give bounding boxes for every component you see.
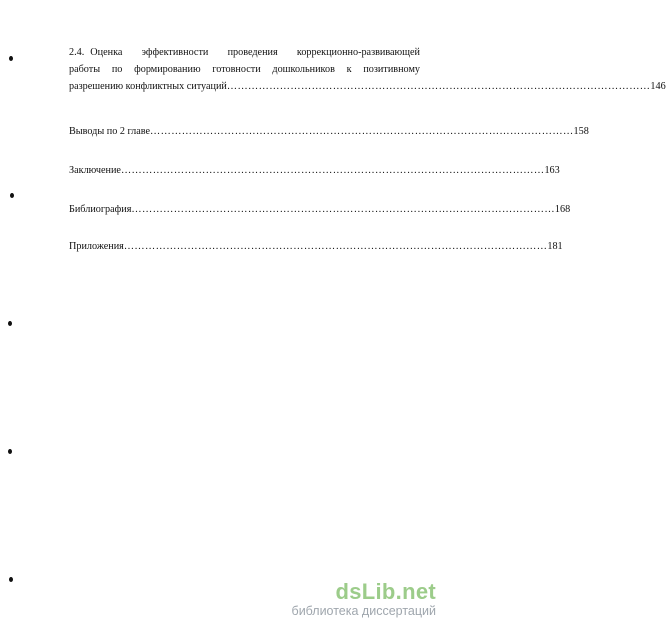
dslib-watermark (292, 580, 436, 619)
dot-leader: ………………………………………………………………………………………………………… (123, 241, 548, 252)
dot-leader: ………………………………………………………………………………………………………… (150, 126, 574, 137)
page-number: 146 (650, 81, 666, 92)
toc-entry-title: Заключение (69, 165, 121, 176)
toc-entry-2-4-line1 (69, 44, 420, 61)
toc-entry-2-4 (69, 44, 666, 95)
watermark-logo-part1: dsLib (335, 579, 396, 604)
page-number: 168 (554, 204, 571, 215)
toc-entry-bibliography (69, 201, 571, 218)
margin-mark (10, 193, 14, 198)
toc-entry-bibliography-line (69, 201, 571, 218)
margin-mark (8, 449, 12, 454)
page-number: 158 (573, 126, 589, 137)
dot-leader: ………………………………………………………………………………………………………… (226, 81, 651, 92)
watermark-subtitle: библиотека диссертаций (291, 604, 436, 618)
margin-mark (9, 56, 13, 61)
watermark-logo-part2: net (402, 579, 436, 604)
toc-entry-2-4-text-line3: разрешению конфликтных ситуаций (69, 81, 227, 92)
toc-entry-2-4-text-line1: Оценка эффективности проведения коррекционно-развивающей (90, 47, 420, 58)
toc-entry-title: Выводы по 2 главе (69, 126, 151, 137)
toc-entry-title: Приложения (69, 241, 124, 252)
margin-mark (8, 321, 12, 326)
margin-mark (9, 577, 13, 582)
page-number: 181 (547, 241, 563, 252)
toc-entry-2-4-line3 (69, 78, 666, 95)
toc-entry-title: Библиография (69, 204, 132, 215)
toc-entry-conclusions-ch2 (69, 123, 589, 140)
toc-entry-conclusions-ch2-line (69, 123, 589, 140)
dot-leader: ………………………………………………………………………………………………………… (120, 165, 545, 176)
toc-entry-conclusion-line (69, 162, 560, 179)
toc-entry-appendices (69, 238, 563, 255)
page-number: 163 (544, 165, 560, 176)
watermark-logo-sep: . (395, 579, 403, 604)
toc-entry-conclusion (69, 162, 560, 179)
watermark-logo (292, 580, 436, 604)
toc-entry-appendices-line (69, 238, 563, 255)
dot-leader: ………………………………………………………………………………………………………… (131, 204, 555, 215)
section-number: 2.4. (69, 47, 85, 58)
toc-entry-2-4-line2: работы по формированию готовности дошкольников к позитивному (69, 64, 420, 75)
